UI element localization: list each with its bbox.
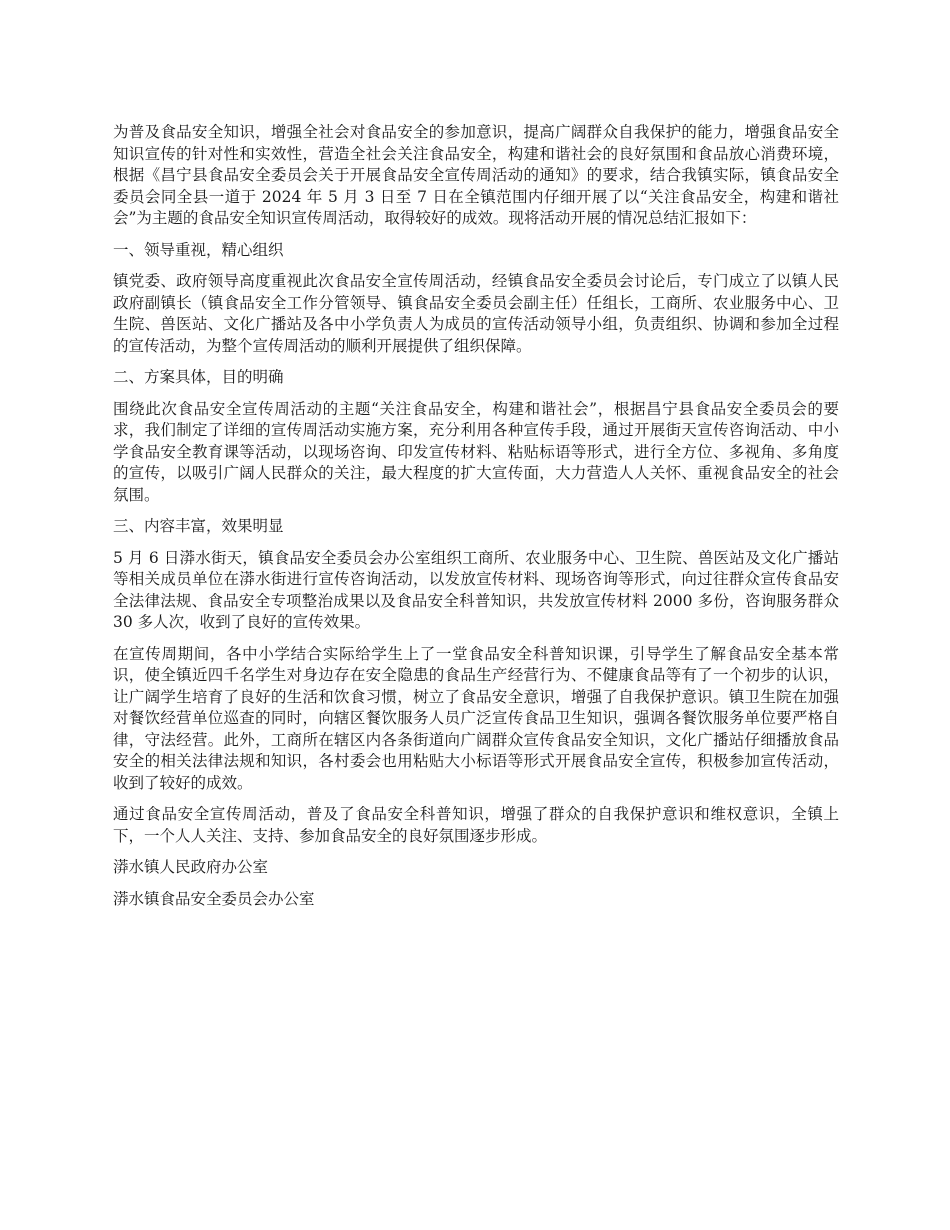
section-1-paragraph: 镇党委、政府领导高度重视此次食品安全宣传周活动，经镇食品安全委员会讨论后，专门成立了以镇人民政府副镇长（镇食品安全工作分管领导、镇食品安全委员会副主任）任组长，工商所、农业服务中心、卫生院、兽医站、文化广播站及各中小学负责人为成员的宣传活动领导小组，负责组织、协调和参加全过程的宣传活动，为整个宣传周活动的顺利开展提供了组织保障。 xyxy=(113,272,839,355)
signature-food-safety-office: 漭水镇食品安全委员会办公室 xyxy=(113,889,315,908)
intro-paragraph: 为普及食品安全知识，增强全社会对食品安全的参加意识，提高广阔群众自我保护的能力，增强食品安全知识宣传的针对性和实效性，营造全社会关注食品安全，构建和谐社会的良好氛围和食品放心消费环境，根据《昌宁县食品安全委员会关于开展食品安全宣传周活动的通知》的要求，结合我镇实际，镇食品安全委员会同全县一道于 2024 年 5 月 3 日至 7 日在全镇范围内仔细开展了以“关注食品安全，构建和谐社会”为主题的食品安全知识宣传周活动，取得较好的成效。现将活动开展的情况总结汇报如下： xyxy=(113,123,839,227)
signature-government-office: 漭水镇人民政府办公室 xyxy=(113,858,269,876)
conclusion-paragraph: 通过食品安全宣传周活动，普及了食品安全科普知识，增强了群众的自我保护意识和维权意识，全镇上下，一个人人关注、支持、参加食品安全的良好氛围逐步形成。 xyxy=(113,805,839,845)
document-body xyxy=(113,122,839,920)
section-3-paragraph-1: 5 月 6 日漭水街天，镇食品安全委员会办公室组织工商所、农业服务中心、卫生院、兽医站及文化广播站等相关成员单位在漭水街进行宣传咨询活动，以发放宣传材料、现场咨询等形式，向过往群众宣传食品安全法律法规、食品安全专项整治成果以及食品安全科普知识，共发放宣传材料 2000 多份，咨询服务群众 30 多人次，收到了良好的宣传效果。 xyxy=(113,548,839,631)
section-2-paragraph: 围绕此次食品安全宣传周活动的主题“关注食品安全，构建和谐社会”，根据昌宁县食品安全委员会的要求，我们制定了详细的宣传周活动实施方案，充分利用各种宣传手段，通过开展街天宣传咨询活动、中小学食品安全教育课等活动，以现场咨询、印发宣传材料、粘贴标语等形式，进行全方位、多视角、多角度的宣传，以吸引广阔人民群众的关注，最大程度的扩大宣传面，大力营造人人关怀、重视食品安全的社会氛围。 xyxy=(113,399,839,504)
section-heading-1: 一、领导重视，精心组织 xyxy=(113,240,284,259)
section-heading-3: 三、内容丰富，效果明显 xyxy=(113,517,284,535)
section-heading-2: 二、方案具体，目的明确 xyxy=(113,368,284,386)
section-3-paragraph-2: 在宣传周期间，各中小学结合实际给学生上了一堂食品安全科普知识课，引导学生了解食品安全基本常识，使全镇近四千名学生对身边存在安全隐患的食品生产经营行为、不健康食品等有了一个初步的认识，让广阔学生培育了良好的生活和饮食习惯，树立了食品安全意识，增强了自我保护意识。镇卫生院在加强对餐饮经营单位巡查的同时，向辖区餐饮服务人员广泛宣传食品卫生知识，强调各餐饮服务单位要严格自律，守法经营。此外，工商所在辖区内各条街道向广阔群众宣传食品安全知识，文化广播站仔细播放食品安全的相关法律法规和知识，各村委会也用粘贴大小标语等形式开展食品安全宣传，积极参加宣传活动，收到了较好的成效。 xyxy=(113,644,839,792)
